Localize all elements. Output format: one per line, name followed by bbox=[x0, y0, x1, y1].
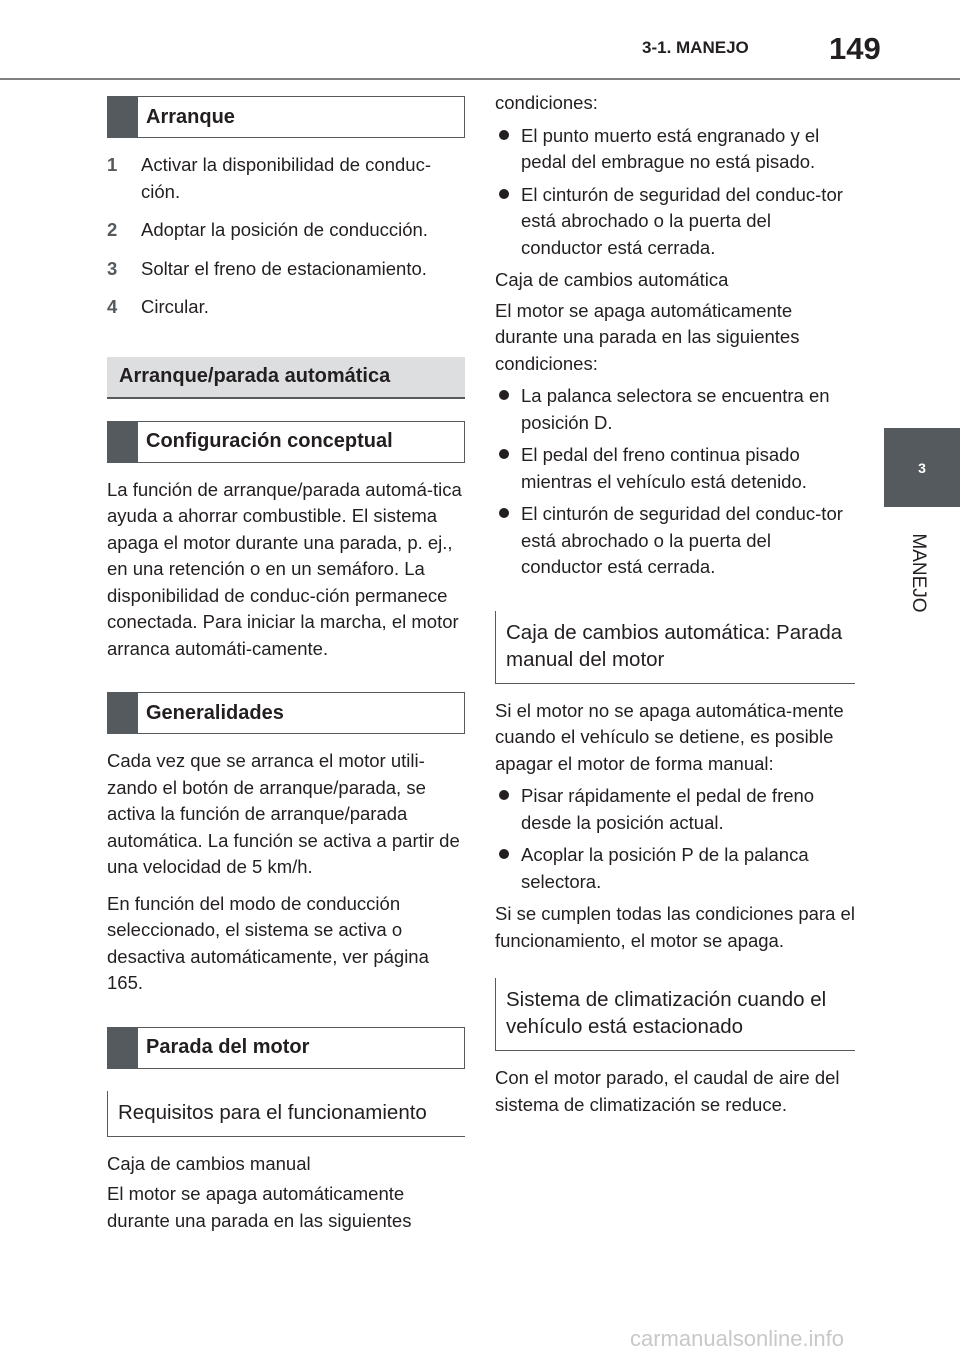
bullet-item: El cinturón de seguridad del conduc-tor está abrochado o la puerta del conductor está cerrada. bbox=[495, 182, 855, 262]
subsection-heading: Sistema de climatización cuando el vehículo está estacionado bbox=[495, 978, 855, 1051]
paragraph: En función del modo de conducción seleccionado, el sistema se activa o desactiva automáticamente, ver página 165. bbox=[107, 892, 429, 993]
page-number: 149 bbox=[829, 31, 881, 66]
paragraph: Si se cumplen todas las condiciones para el funcionamiento, el motor se apaga. bbox=[495, 903, 855, 951]
paragraph: Con el motor parado, el caudal de aire del sistema de climatización se reduce. bbox=[495, 1067, 840, 1115]
section-heading: Configuración conceptual bbox=[107, 421, 465, 463]
watermark-text: carmanualsonline.info bbox=[630, 1326, 845, 1351]
paragraph: La función de arranque/parada automá-tica ayuda a ahorrar combustible. El sistema apaga el motor durante una parada, p. ej., en una retención o en un semáforo. La disponibilidad de conduc-ción permanece conectada. Para iniciar la marcha, el motor arranca automáti-camente. bbox=[107, 478, 462, 659]
step-item: 3 Soltar el freno de estacionamiento. bbox=[107, 257, 427, 279]
subsection-heading: Requisitos para el funcionamiento bbox=[107, 1091, 465, 1137]
subsection-heading: Caja de cambios automática: Parada manual del motor bbox=[495, 611, 855, 684]
bullet-item: Acoplar la posición P de la palanca selectora. bbox=[495, 842, 855, 895]
bullet-item: El cinturón de seguridad del conduc-tor está abrochado o la puerta del conductor está cerrada. bbox=[495, 501, 855, 581]
paragraph: Si el motor no se apaga automática-mente cuando el vehículo se detiene, es posible apagar el motor de forma manual: bbox=[495, 699, 844, 774]
paragraph: Caja de cambios automática bbox=[495, 269, 729, 290]
section-heading: Generalidades bbox=[107, 692, 465, 734]
bullet-item: La palanca selectora se encuentra en posición D. bbox=[495, 383, 855, 436]
paragraph: El motor se apaga automáticamente durante una parada en las siguientes bbox=[107, 1183, 412, 1231]
header-divider bbox=[0, 78, 960, 80]
main-section-heading: Arranque/parada automática bbox=[107, 357, 465, 399]
step-item: 2 Adoptar la posición de conducción. bbox=[107, 219, 428, 240]
step-item: 1 Activar la disponibilidad de conduc-ción. bbox=[107, 154, 432, 202]
paragraph: El motor se apaga automáticamente durante una parada en las siguientes condiciones: bbox=[495, 299, 800, 374]
right-column bbox=[495, 90, 855, 1128]
step-item: 4 Circular. bbox=[107, 296, 209, 317]
paragraph: Cada vez que se arranca el motor utili-zando el botón de arranque/parada, se activa la función de arranque/parada automática. La función se activa a partir de una velocidad de 5 km/h. bbox=[107, 750, 460, 877]
paragraph: condiciones: bbox=[495, 92, 598, 113]
chapter-title: 3-1. MANEJO bbox=[642, 38, 749, 57]
left-column bbox=[107, 96, 465, 1244]
bullet-item: Pisar rápidamente el pedal de freno desde la posición actual. bbox=[495, 783, 855, 836]
bullet-item: El punto muerto está engranado y el pedal del embrague no está pisado. bbox=[495, 123, 855, 176]
section-heading: Parada del motor bbox=[107, 1027, 465, 1069]
bullet-item: El pedal del freno continua pisado mientras el vehículo está detenido. bbox=[495, 442, 855, 495]
paragraph: Caja de cambios manual bbox=[107, 1152, 311, 1174]
chapter-side-label: MANEJO bbox=[908, 533, 929, 613]
section-heading: Arranque bbox=[107, 96, 465, 138]
chapter-tab[interactable]: 3 bbox=[884, 428, 960, 507]
